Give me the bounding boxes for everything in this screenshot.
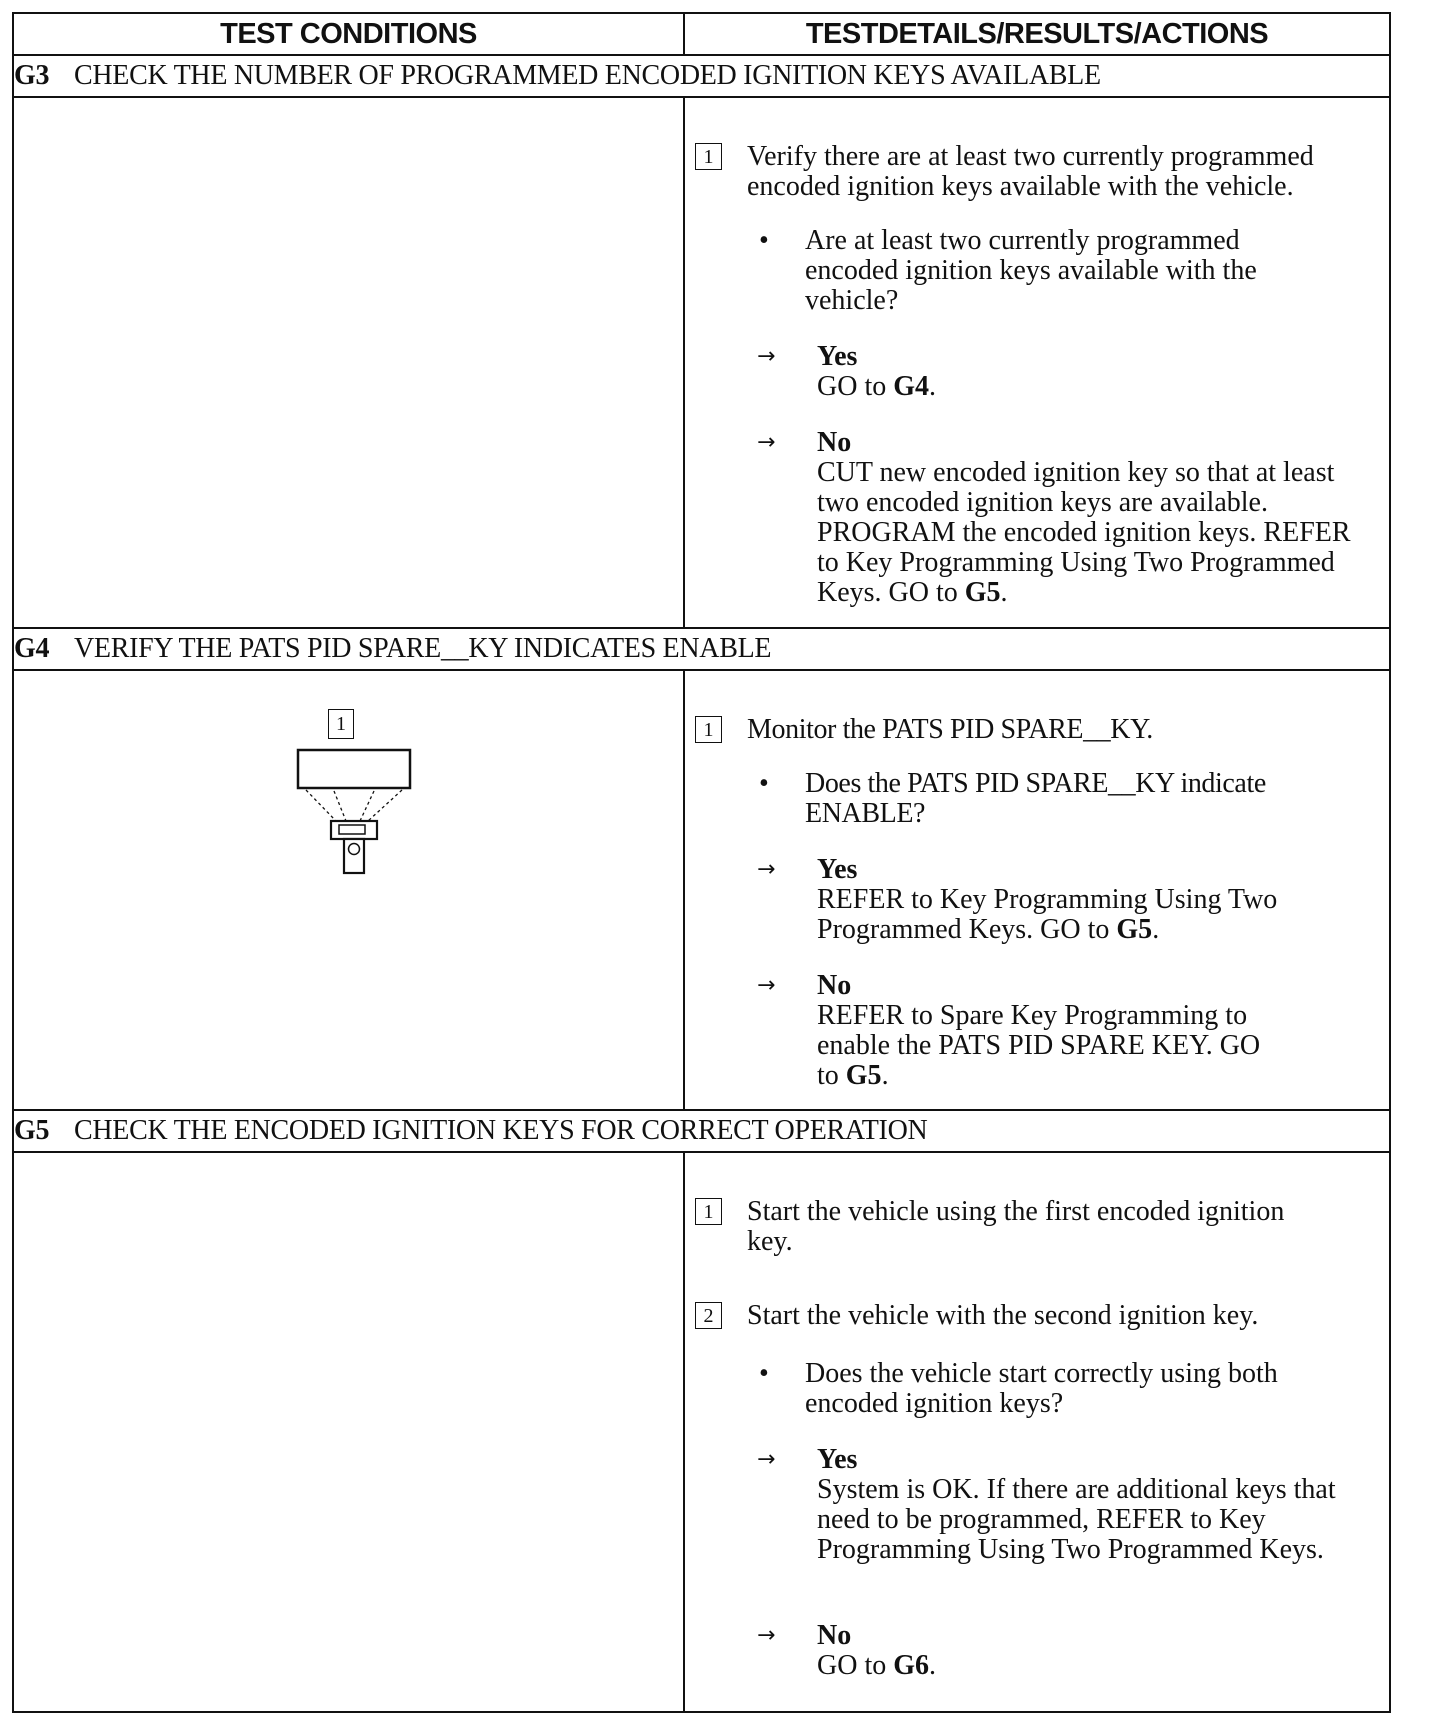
- answer-action: REFER to Spare Key Programming to enable the PATS PID SPARE KEY. GO to: [817, 1000, 1261, 1091]
- g4-answer-yes: → Yes REFER to Key Programming Using Two Programmed Keys. GO to G5.: [757, 855, 1379, 945]
- answer-action: CUT new encoded ignition key so that at least two encoded ignition keys are available. PROGRAM the encoded ignition keys. REFER to Key Programming Using Two Programmed Keys. GO to: [817, 457, 1351, 608]
- arrow-right-icon: →: [757, 1447, 776, 1472]
- test-details-header: TESTDETAILS/RESULTS/ACTIONS: [684, 13, 1390, 55]
- g4-test-details: [684, 670, 1390, 1110]
- answer-label: Yes: [817, 341, 858, 372]
- g3-step-1: [695, 142, 1379, 202]
- scan-tool-figure: [284, 709, 414, 889]
- arrow-right-icon: →: [757, 857, 776, 882]
- step-title: CHECK THE NUMBER OF PROGRAMMED ENCODED IGNITION KEYS AVAILABLE: [74, 60, 1101, 91]
- arrow-right-icon: →: [757, 973, 776, 998]
- answer-action: REFER to Key Programming Using Two Programmed Keys. GO to: [817, 884, 1278, 945]
- answer-label: Yes: [817, 1444, 858, 1475]
- answer-target: G5: [964, 577, 1001, 608]
- g3-answer-no: → No CUT new encoded ignition key so that at least two encoded ignition keys are available. PROGRAM the encoded ignition keys. REFER to Key Programming Using Two Programmed Keys. GO to G5.: [757, 428, 1379, 608]
- g5-step-1: [695, 1197, 1379, 1257]
- step-id: G3: [14, 60, 50, 91]
- step-number-box: 1: [695, 716, 722, 743]
- answer-action: System is OK. If there are additional keys that need to be programmed, REFER to Key Programming Using Two Programmed Keys.: [817, 1474, 1336, 1565]
- g4-test-conditions: [13, 670, 684, 1110]
- question-text: Does the PATS PID SPARE__KY indicate ENABLE?: [805, 768, 1266, 829]
- arrow-right-icon: →: [757, 430, 776, 455]
- diagnostic-table: [12, 12, 1389, 1713]
- scan-tool-connector-icon: [284, 709, 414, 889]
- step-g5-header-row: [13, 1110, 1390, 1152]
- step-text: Verify there are at least two currently programmed encoded ignition keys available with the vehicle.: [747, 141, 1314, 202]
- step-g5-title: [13, 1110, 1390, 1152]
- step-g4-body-row: [13, 670, 1390, 1110]
- bullet-icon: •: [759, 1358, 769, 1389]
- figure-number-box: 1: [328, 709, 354, 739]
- answer-label: No: [817, 970, 852, 1001]
- question-text: Are at least two currently programmed encoded ignition keys available with the vehicle?: [805, 225, 1257, 316]
- column-header-row: [13, 13, 1390, 55]
- step-title: VERIFY THE PATS PID SPARE__KY INDICATES ENABLE: [74, 633, 772, 664]
- step-id: G5: [14, 1115, 50, 1146]
- g5-answer-yes: [757, 1445, 1379, 1565]
- step-g3-body-row: [13, 97, 1390, 628]
- answer-action: GO to: [817, 371, 887, 402]
- bullet-icon: •: [759, 225, 769, 256]
- step-g5-body-row: [13, 1152, 1390, 1712]
- step-title: CHECK THE ENCODED IGNITION KEYS FOR CORRECT OPERATION: [74, 1115, 928, 1146]
- answer-target: G5: [1116, 914, 1153, 945]
- g5-test-conditions: [13, 1152, 684, 1712]
- answer-action: GO to: [817, 1650, 887, 1681]
- g4-answer-no: → No REFER to Spare Key Programming to enable the PATS PID SPARE KEY. GO to G5.: [757, 971, 1379, 1091]
- g4-question: [757, 769, 1379, 829]
- answer-label: No: [817, 1620, 852, 1651]
- g5-test-details: [684, 1152, 1390, 1712]
- answer-target: G6: [893, 1650, 930, 1681]
- g3-test-conditions: [13, 97, 684, 628]
- answer-label: Yes: [817, 854, 858, 885]
- bullet-icon: •: [759, 768, 769, 799]
- step-g3-header-row: [13, 55, 1390, 97]
- g5-answer-no: → No GO to G6.: [757, 1620, 937, 1681]
- arrow-right-icon: →: [757, 344, 776, 369]
- step-g4-title: [13, 628, 1390, 670]
- step-text: Monitor the PATS PID SPARE__KY.: [747, 714, 1153, 745]
- g5-question: [757, 1359, 1379, 1419]
- question-text: Does the vehicle start correctly using both encoded ignition keys?: [805, 1358, 1278, 1419]
- g5-step-2: [695, 1301, 1379, 1331]
- g3-question: [757, 226, 1379, 316]
- step-text: Start the vehicle using the first encoded ignition key.: [747, 1196, 1285, 1257]
- answer-label: No: [817, 427, 852, 458]
- step-g3-title: [13, 55, 1390, 97]
- g3-answer-yes: → Yes GO to G4.: [757, 341, 937, 402]
- step-text: Start the vehicle with the second ignition key.: [747, 1300, 1259, 1331]
- g3-test-details: [684, 97, 1390, 628]
- step-number-box: 1: [695, 1198, 722, 1225]
- step-id: G4: [14, 633, 50, 664]
- arrow-right-icon: →: [757, 1623, 776, 1648]
- test-conditions-header: TEST CONDITIONS: [13, 13, 684, 55]
- answer-target: G5: [845, 1060, 882, 1091]
- step-number-box: 2: [695, 1302, 722, 1329]
- pinpoint-test-table: [12, 12, 1391, 1713]
- g4-step-1: [695, 715, 1379, 745]
- answer-target: G4: [893, 371, 930, 402]
- step-number-box: 1: [695, 143, 722, 170]
- step-g4-header-row: [13, 628, 1390, 670]
